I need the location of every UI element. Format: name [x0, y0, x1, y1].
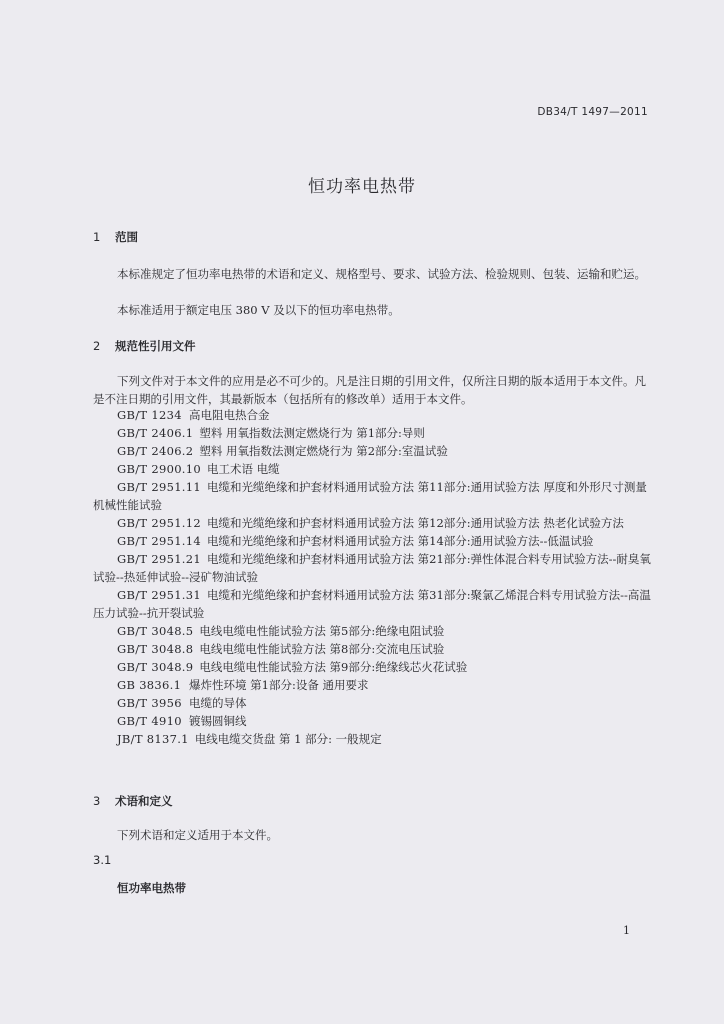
reference-title: 塑料 用氧指数法测定燃烧行为 第1部分:导则 [199, 426, 425, 440]
reference-code: GB/T 2900.10 [117, 462, 201, 476]
reference-code: GB/T 2951.31 [117, 588, 201, 602]
reference-code: GB/T 4910 [117, 714, 182, 728]
reference-code: GB/T 2951.14 [117, 534, 201, 548]
section-1-title: 范围 [115, 230, 138, 244]
term-name: 恒功率电热带 [117, 881, 186, 895]
reference-title: 镀锡圆铜线 [189, 714, 247, 728]
reference-title: 电缆和光缆绝缘和护套材料通用试验方法 第12部分:通用试验方法 热老化试验方法 [207, 516, 624, 530]
section-1-para-2: 本标准适用于额定电压 380 V 及以下的恒功率电热带。 [117, 303, 400, 317]
document-title: 恒功率电热带 [308, 177, 416, 197]
reference-item [93, 712, 653, 730]
reference-item [93, 442, 653, 460]
clause-number: 3.1 [93, 853, 112, 867]
reference-title: 塑料 用氧指数法测定燃烧行为 第2部分:室温试验 [199, 444, 448, 458]
reference-item [93, 514, 653, 532]
reference-code: GB/T 2951.11 [117, 480, 201, 494]
reference-item [93, 424, 653, 442]
section-1-heading [93, 229, 138, 245]
reference-item [93, 406, 653, 424]
reference-title: 电缆和光缆绝缘和护套材料通用试验方法 第31部分:聚氯乙烯混合料专用试验方法--高温压力试验--抗开裂试验 [93, 588, 651, 620]
reference-code: GB/T 2951.12 [117, 516, 201, 530]
reference-item [93, 478, 653, 514]
section-3-heading [93, 793, 173, 809]
reference-title: 电工术语 电缆 [207, 462, 280, 476]
section-2-title: 规范性引用文件 [115, 339, 196, 353]
reference-item [93, 676, 653, 694]
reference-code: GB/T 2406.2 [117, 444, 194, 458]
reference-item [93, 730, 653, 748]
reference-item [93, 622, 653, 640]
reference-title: 电线电缆电性能试验方法 第9部分:绝缘线芯火花试验 [199, 660, 468, 674]
reference-title: 电线电缆电性能试验方法 第8部分:交流电压试验 [199, 642, 445, 656]
section-3-number: 3 [93, 794, 101, 808]
reference-code: GB/T 2951.21 [117, 552, 201, 566]
page-number: 1 [623, 924, 630, 937]
reference-item [93, 694, 653, 712]
reference-title: 电缆和光缆绝缘和护套材料通用试验方法 第14部分:通用试验方法--低温试验 [207, 534, 594, 548]
reference-list [93, 406, 653, 748]
reference-title: 电缆的导体 [189, 696, 247, 710]
section-3-title: 术语和定义 [115, 794, 173, 808]
reference-code: GB/T 1234 [117, 408, 182, 422]
reference-item [93, 532, 653, 550]
reference-code: JB/T 8137.1 [117, 732, 189, 746]
reference-title: 电线电缆电性能试验方法 第5部分:绝缘电阻试验 [199, 624, 445, 638]
reference-title: 高电阻电热合金 [189, 408, 270, 422]
standard-code: DB34/T 1497—2011 [537, 106, 648, 118]
section-3-intro: 下列术语和定义适用于本文件。 [117, 828, 278, 842]
reference-title: 电缆和光缆绝缘和护套材料通用试验方法 第11部分:通用试验方法 厚度和外形尺寸测量 机械性能试验 [93, 480, 647, 512]
section-2-intro: 下列文件对于本文件的应用是必不可少的。凡是注日期的引用文件，仅所注日期的版本适用于本文件。凡是不注日期的引用文件，其最新版本（包括所有的修改单）适用于本文件。 [93, 374, 646, 406]
reference-code: GB/T 3956 [117, 696, 182, 710]
reference-title: 爆炸性环境 第1部分:设备 通用要求 [189, 678, 369, 692]
section-2-number: 2 [93, 339, 101, 353]
section-2-heading [93, 338, 196, 354]
reference-title: 电缆和光缆绝缘和护套材料通用试验方法 第21部分:弹性体混合料专用试验方法--耐臭氧试验--热延伸试验--浸矿物油试验 [93, 552, 651, 584]
reference-title: 电线电缆交货盘 第 1 部分: 一般规定 [194, 732, 382, 746]
reference-code: GB 3836.1 [117, 678, 182, 692]
reference-code: GB/T 3048.8 [117, 642, 194, 656]
reference-item [93, 550, 653, 586]
reference-code: GB/T 3048.5 [117, 624, 194, 638]
reference-item [93, 640, 653, 658]
section-1-para-1: 本标准规定了恒功率电热带的术语和定义、规格型号、要求、试验方法、检验规则、包装、运输和贮运。 [117, 267, 646, 281]
reference-item [93, 658, 653, 676]
reference-code: GB/T 3048.9 [117, 660, 194, 674]
reference-item [93, 460, 653, 478]
section-1-number: 1 [93, 230, 101, 244]
reference-code: GB/T 2406.1 [117, 426, 194, 440]
reference-item [93, 586, 653, 622]
